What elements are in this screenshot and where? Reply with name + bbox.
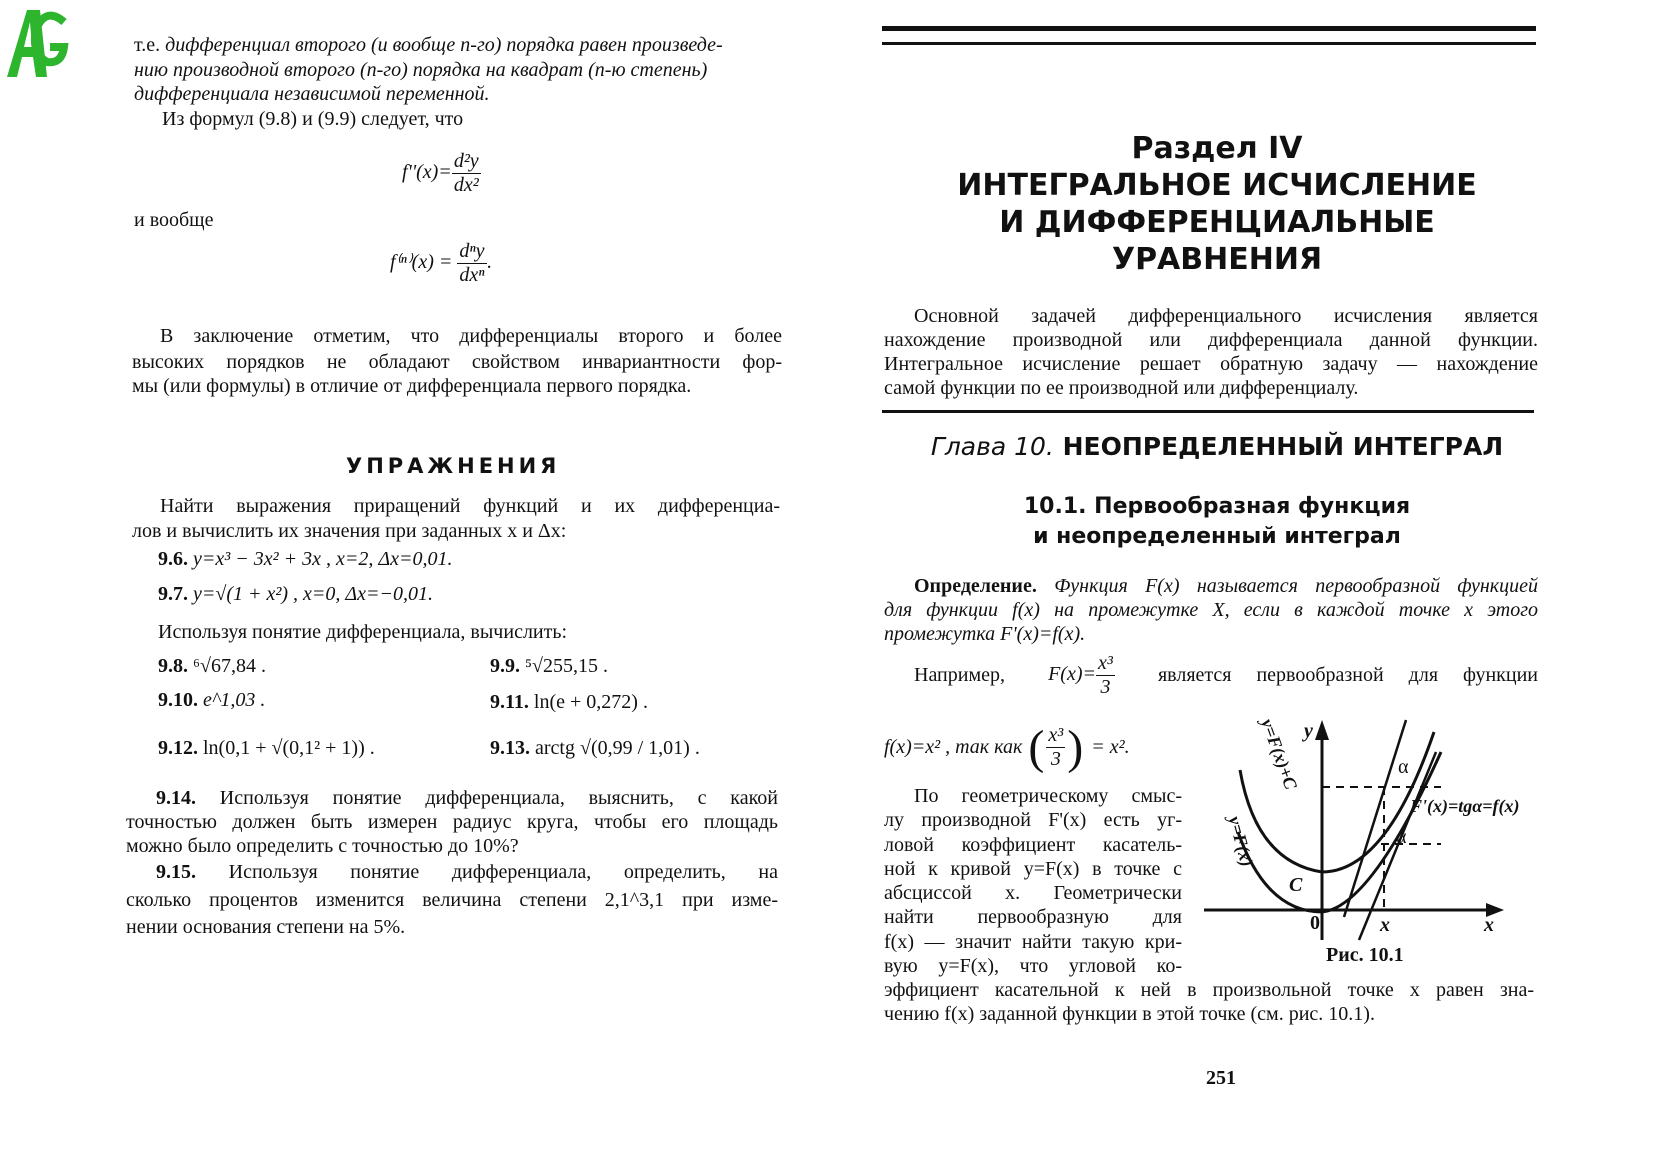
intro-line: дифференциала независимой переменной. (134, 83, 490, 105)
definition-text: Функция F(x) называется первообразной функцией (1054, 575, 1539, 597)
intro-line: Интегральное исчисление решает обратную задачу — нахождение (884, 353, 1538, 375)
figure-10-1 (1196, 712, 1541, 966)
example-formula (1048, 652, 1115, 699)
exercise-9-15 (156, 860, 778, 884)
section-title-line: Раздел IV (1131, 131, 1303, 166)
exercise-9-11 (490, 690, 648, 714)
paragraph-line: ной к кривой y=F(x) в точке с (884, 857, 1182, 880)
chapter-prefix: Глава 10. (930, 432, 1054, 461)
intro-line: нию производной второго (n-го) порядка на квадрат (n-ю степень) (134, 59, 708, 81)
paragraph-line: f(x) — значит найти такую кри- (884, 930, 1182, 953)
top-rule (882, 42, 1536, 45)
paragraph-line: По геометрическому смыс- (914, 785, 1182, 807)
geometric-paragraph (884, 784, 1182, 978)
exercise-number: 9.7. (158, 583, 188, 605)
top-rule (882, 26, 1536, 31)
figure-caption: Рис. 10.1 (1326, 944, 1404, 966)
x-mark-label: x (1380, 914, 1390, 936)
example-formula-2 (884, 720, 1130, 775)
exercise-text: нении основания степени на 5%. (126, 916, 406, 938)
exercise-text: Используя понятие дифференциала, выяснить, с какой (219, 787, 778, 809)
exercise-9-7 (158, 582, 433, 606)
exercise-text: e^1,03 . (203, 689, 266, 711)
definition-label: Определение. (914, 575, 1037, 597)
formula-text: f(x)=x² , так как (884, 736, 1023, 758)
subsection-line: и неопределенный интеграл (1033, 524, 1401, 549)
section-title-line: УРАВНЕНИЯ (1111, 242, 1323, 277)
alpha-label: α (1396, 826, 1407, 848)
exercise-number: 9.13. (490, 737, 530, 759)
exercise-number: 9.12. (158, 737, 198, 759)
exercise-9-6 (158, 547, 452, 571)
paragraph-line: вую y=F(x), что угловой ко- (884, 955, 1182, 978)
intro-line: самой функции по ее производной или дифференциалу. (884, 377, 1359, 399)
formula-num: x³ (1048, 724, 1064, 746)
exercise-number: 9.14. (156, 787, 196, 809)
formula-lhs: f''(x)= (402, 161, 452, 184)
task-line: Найти выражения приращений функций и их дифференциа- (160, 495, 780, 517)
exercise-9-13 (490, 736, 700, 760)
exercise-number: 9.8. (158, 655, 188, 677)
paren-right: ) (1067, 721, 1084, 774)
paragraph-line: высоких порядков не обладают свойством инвариантности фор- (132, 351, 782, 373)
page-number: 251 (1206, 1067, 1236, 1089)
y-axis-arrow (1315, 720, 1329, 740)
formula-den: dxⁿ (459, 264, 485, 286)
exercise-number: 9.11. (490, 691, 529, 713)
paragraph-line: мы (или формулы) в отличие от дифференциала первого порядка. (132, 375, 692, 397)
paragraph-line: найти первообразную для (884, 906, 1182, 929)
paragraph-line: эффициент касательной к ней в произвольной точке x равен зна- (884, 979, 1534, 1001)
exercise-text: y=√(1 + x²) , x=0, Δx=−0,01. (193, 583, 434, 605)
intro-line: нахождение производной или дифференциала данной функции. (884, 329, 1538, 351)
divider (882, 410, 1534, 413)
task-line: лов и вычислить их значения при заданных x и Δx: (132, 520, 567, 542)
exercise-number: 9.6. (158, 548, 188, 570)
intro-prefix: т.е. (134, 34, 161, 56)
paragraph-line: лу производной F'(x) есть уг- (884, 809, 1182, 832)
curve-lower (1238, 752, 1441, 912)
paren-left: ( (1028, 721, 1045, 774)
alpha-label: α (1398, 756, 1409, 778)
exercise-text: arctg √(0,99 / 1,01) . (535, 737, 700, 759)
formula-lhs: f⁽ⁿ⁾(x) = (390, 251, 453, 274)
exercise-9-14 (156, 786, 778, 810)
paragraph: Из формул (9.8) и (9.9) следует, что (162, 108, 464, 130)
intro-line: Основной задачей дифференциального исчисления является (914, 305, 1538, 327)
definition-line (914, 574, 1538, 598)
formula-tail: . (486, 251, 492, 274)
formula-nth-derivative (390, 240, 492, 287)
definition-text: промежутка F'(x)=f(x). (884, 623, 1086, 645)
paragraph: и вообще (134, 209, 214, 231)
example-line (914, 652, 1538, 699)
example-prefix: Например, (914, 664, 1005, 686)
curve-lower-label: y=F(x) (1224, 814, 1258, 869)
tangent-label: F'(x)=tgα=f(x) (1410, 796, 1520, 816)
exercise-text: ⁶√67,84 . (193, 655, 266, 677)
paragraph: Используя понятие дифференциала, вычислить: (158, 621, 568, 643)
exercise-text: ln(e + 0,272) . (533, 691, 648, 713)
exercise-text: Используя понятие дифференциала, определить, на (228, 861, 779, 883)
logo (2, 2, 72, 82)
formula-den: dx² (453, 174, 479, 196)
subsection-line: 10.1. Первообразная функция (1023, 494, 1411, 519)
intro-line: дифференциал второго (и вообще n-го) порядка равен произведе- (165, 34, 723, 56)
chapter-name: НЕОПРЕДЕЛЕННЫЙ ИНТЕГРАЛ (1062, 432, 1504, 461)
exercise-text: ⁵√255,15 . (525, 655, 608, 677)
exercise-9-12 (158, 736, 375, 760)
section-title (882, 130, 1552, 278)
formula-second-derivative (402, 150, 481, 197)
c-label: C (1289, 874, 1303, 896)
formula-den: 3 (1050, 748, 1061, 770)
exercise-text: можно было определить с точностью до 10%? (126, 835, 519, 857)
paragraph-line: В заключение отметим, что дифференциалы второго и более (160, 325, 782, 347)
exercise-9-10 (158, 688, 265, 712)
exercise-text: y=x³ − 3x² + 3x , x=2, Δx=0,01. (193, 548, 453, 570)
example-suffix: является первообразной для функции (1157, 664, 1538, 686)
formula-lhs: F(x)= (1048, 663, 1097, 686)
formula-num: d²y (453, 150, 479, 172)
exercise-number: 9.10. (158, 689, 198, 711)
paragraph-line: чению f(x) заданной функции в этой точке (см. рис. 10.1). (884, 1003, 1375, 1025)
exercise-text: ln(0,1 + √(0,1² + 1)) . (203, 737, 375, 759)
formula-num: dⁿy (459, 240, 485, 262)
definition-text: для функции f(x) на промежутке X, если в каждой точке x этого (884, 599, 1538, 621)
paragraph-line: абсциссой x. Геометрически (884, 882, 1182, 905)
exercise-text: сколько процентов изменится величина степени 2,1^3,1 при изме- (126, 889, 778, 911)
x-axis-label: x (1484, 914, 1494, 936)
section-title-line: ИНТЕГРАЛЬНОЕ ИСЧИСЛЕНИЕ (957, 168, 1477, 203)
section-title-line: И ДИФФЕРЕНЦИАЛЬНЫЕ (999, 205, 1435, 240)
curve-upper-label: y=F(x)+C (1257, 716, 1302, 792)
formula-num: x³ (1098, 652, 1113, 674)
exercise-text: точностью должен быть измерен радиус круга, чтобы его площадь (126, 811, 778, 833)
exercise-9-9 (490, 654, 608, 678)
exercises-heading: УПРАЖНЕНИЯ (346, 454, 561, 478)
exercise-number: 9.9. (490, 655, 520, 677)
formula-tail: = x². (1091, 736, 1130, 758)
y-axis-label: y (1304, 720, 1313, 742)
exercise-number: 9.15. (156, 861, 196, 883)
exercise-9-8 (158, 654, 266, 678)
formula-den: 3 (1100, 676, 1111, 698)
chapter-title (882, 432, 1552, 461)
paragraph-line: ловой коэффициент касатель- (884, 833, 1182, 856)
origin-label: 0 (1310, 912, 1320, 934)
subsection-title (882, 492, 1552, 552)
